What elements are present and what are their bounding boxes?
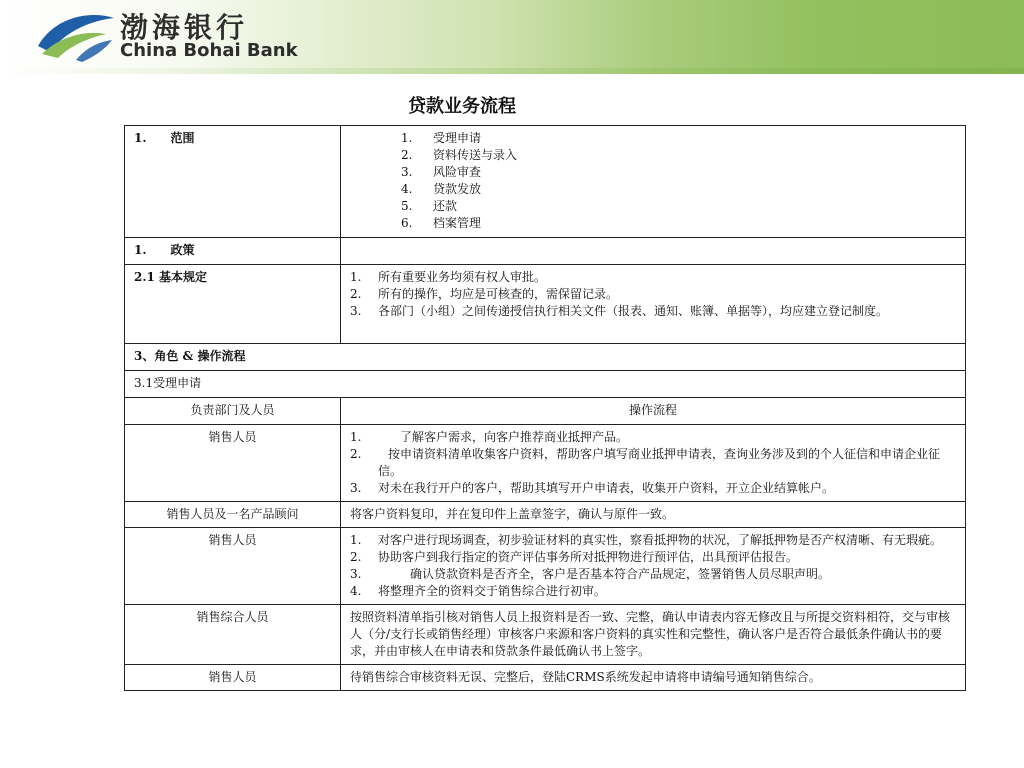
list-item: 4. 将整理齐全的资料交于销售综合进行初审。	[350, 584, 607, 598]
table-row	[125, 605, 966, 665]
list-item: 3. 对未在我行开户的客户，帮助其填写开户申请表，收集开户资料，开立企业结算帐户。	[350, 481, 835, 495]
process-cell: 待销售综合审核资料无误、完整后，登陆CRMS系统发起申请将申请编号通知销售综合。	[341, 665, 966, 691]
basic-rules-row	[125, 265, 966, 344]
list-item: 1. 受理申请	[401, 131, 482, 145]
scope-list	[401, 130, 956, 232]
subsection-title: 3.1受理申请	[125, 371, 966, 398]
role-cell: 销售人员	[125, 528, 341, 605]
process-list	[350, 532, 956, 600]
list-item: 5. 还款	[401, 199, 458, 213]
list-item: 1. 所有重要业务均须有权人审批。	[350, 270, 547, 284]
bohai-bank-logo-icon	[36, 8, 116, 62]
process-cell	[341, 425, 966, 502]
policy-row	[125, 238, 966, 265]
role-cell: 销售人员	[125, 665, 341, 691]
table-row	[125, 425, 966, 502]
process-cell: 按照资料清单指引核对销售人员上报资料是否一致、完整，确认申请表内容无修改且与所提交资料相符，交与审核人（分/支行长或销售经理）审核客户来源和客户资料的真实性和完整性，确认客户是否符合最低条件确认书的要求，并由审核人在申请表和贷款条件最低确认书上签字。	[341, 605, 966, 665]
basic-rules-label: 2.1 基本规定	[125, 265, 341, 344]
scope-list-cell	[341, 126, 966, 238]
subsection-row	[125, 371, 966, 398]
table-row	[125, 665, 966, 691]
brand-name-cn: 渤海银行	[120, 11, 249, 44]
role-cell: 销售人员	[125, 425, 341, 502]
list-item: 3. 风险审查	[401, 165, 482, 179]
list-item: 6. 档案管理	[401, 216, 482, 230]
policy-label: 1. 政策	[125, 238, 341, 265]
list-item: 3. 确认贷款资料是否齐全，客户是否基本符合产品规定，签署销售人员尽职声明。	[350, 567, 831, 581]
role-cell: 销售综合人员	[125, 605, 341, 665]
list-item: 1. 了解客户需求，向客户推荐商业抵押产品。	[350, 430, 629, 444]
basic-rules-cell	[341, 265, 966, 344]
policy-empty-cell	[341, 238, 966, 265]
table-row	[125, 502, 966, 528]
brand-name-en: China Bohai Bank	[120, 40, 298, 61]
scope-label: 1. 范围	[125, 126, 341, 238]
header-banner	[0, 0, 1024, 74]
list-item: 4. 贷款发放	[401, 182, 482, 196]
list-item: 2. 按申请资料清单收集客户资料，帮助客户填写商业抵押申请表，查询业务涉及到的个人征信和申请企业征信。	[350, 447, 941, 478]
basic-rules-list	[350, 269, 956, 320]
column-header-dept: 负责部门及人员	[125, 398, 341, 425]
column-header-row	[125, 398, 966, 425]
roles-header: 3、角色 & 操作流程	[125, 344, 966, 371]
role-cell: 销售人员及一名产品顾问	[125, 502, 341, 528]
process-cell	[341, 528, 966, 605]
process-list	[350, 429, 956, 497]
process-table	[124, 125, 966, 691]
list-item: 2. 资料传送与录入	[401, 148, 518, 162]
column-header-process: 操作流程	[341, 398, 966, 425]
page-title: 贷款业务流程	[408, 96, 516, 117]
scope-row	[125, 126, 966, 238]
process-cell: 将客户资料复印，并在复印件上盖章签字，确认与原件一致。	[341, 502, 966, 528]
roles-header-row	[125, 344, 966, 371]
list-item: 2. 所有的操作，均应是可核查的，需保留记录。	[350, 287, 619, 301]
list-item: 2. 协助客户到我行指定的资产评估事务所对抵押物进行预评估，出具预评估报告。	[350, 550, 799, 564]
list-item: 1. 对客户进行现场调查，初步验证材料的真实性，察看抵押物的状况，了解抵押物是否产权清晰、有无瑕疵。	[350, 533, 943, 547]
list-item: 3. 各部门（小组）之间传递授信执行相关文件（报表、通知、账簿、单据等），均应建立登记制度。	[350, 304, 889, 318]
table-row	[125, 528, 966, 605]
